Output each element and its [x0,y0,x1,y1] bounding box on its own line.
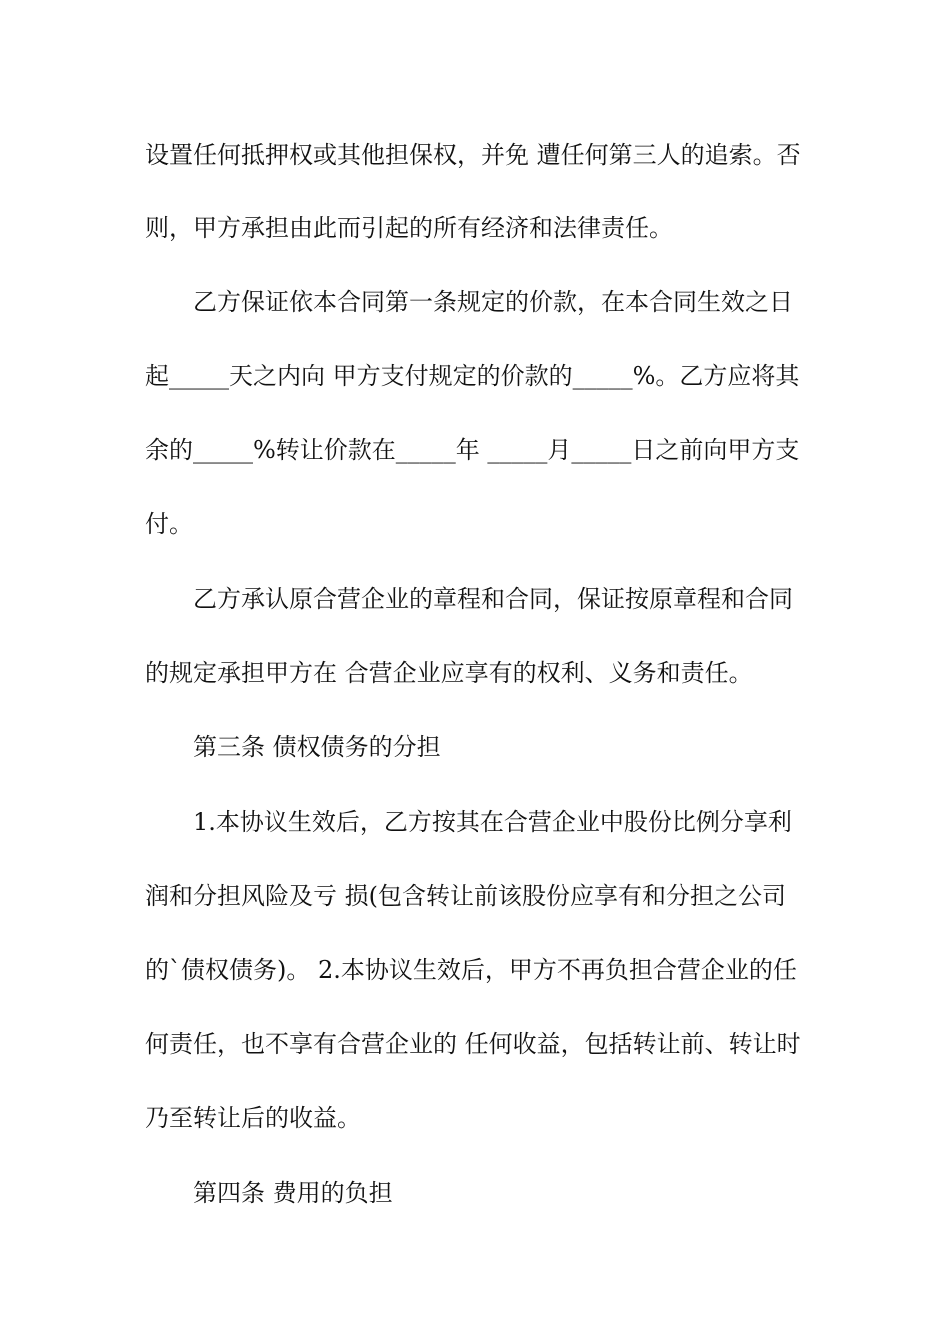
text-line-8: 的规定承担甲方在 合营企业应享有的权利、义务和责任。 [145,659,753,687]
text-line-11: 润和分担风险及亏 损(包含转让前该股份应享有和分担之公司 [145,882,786,910]
text-line-6: 付。 [145,510,193,538]
text-line-2: 则，甲方承担由此而引起的所有经济和法律责任。 [145,214,673,242]
text-line-10: 1.本协议生效后，乙方按其在合营企业中股份比例分享利 [193,808,792,836]
text-line-13: 何责任，也不享有合营企业的 任何收益，包括转让前、转让时 [145,1030,801,1058]
section-heading-4: 第四条 费用的负担 [193,1179,393,1207]
text-line-5: 余的_____%转让价款在_____年 _____月_____日之前向甲方支 [145,436,800,464]
section-heading-3: 第三条 债权债务的分担 [193,733,441,761]
text-line-12: 的`债权债务)。 2.本协议生效后，甲方不再负担合营企业的任 [145,956,797,984]
text-line-1: 设置任何抵押权或其他担保权，并免 遭任何第三人的追索。否 [145,141,801,169]
text-line-14: 乃至转让后的收益。 [145,1104,361,1132]
text-line-4: 起_____天之内向 甲方支付规定的价款的_____%。乙方应将其 [145,362,800,390]
text-line-7: 乙方承认原合营企业的章程和合同，保证按原章程和合同 [193,585,793,613]
text-line-3: 乙方保证依本合同第一条规定的价款，在本合同生效之日 [193,288,793,316]
